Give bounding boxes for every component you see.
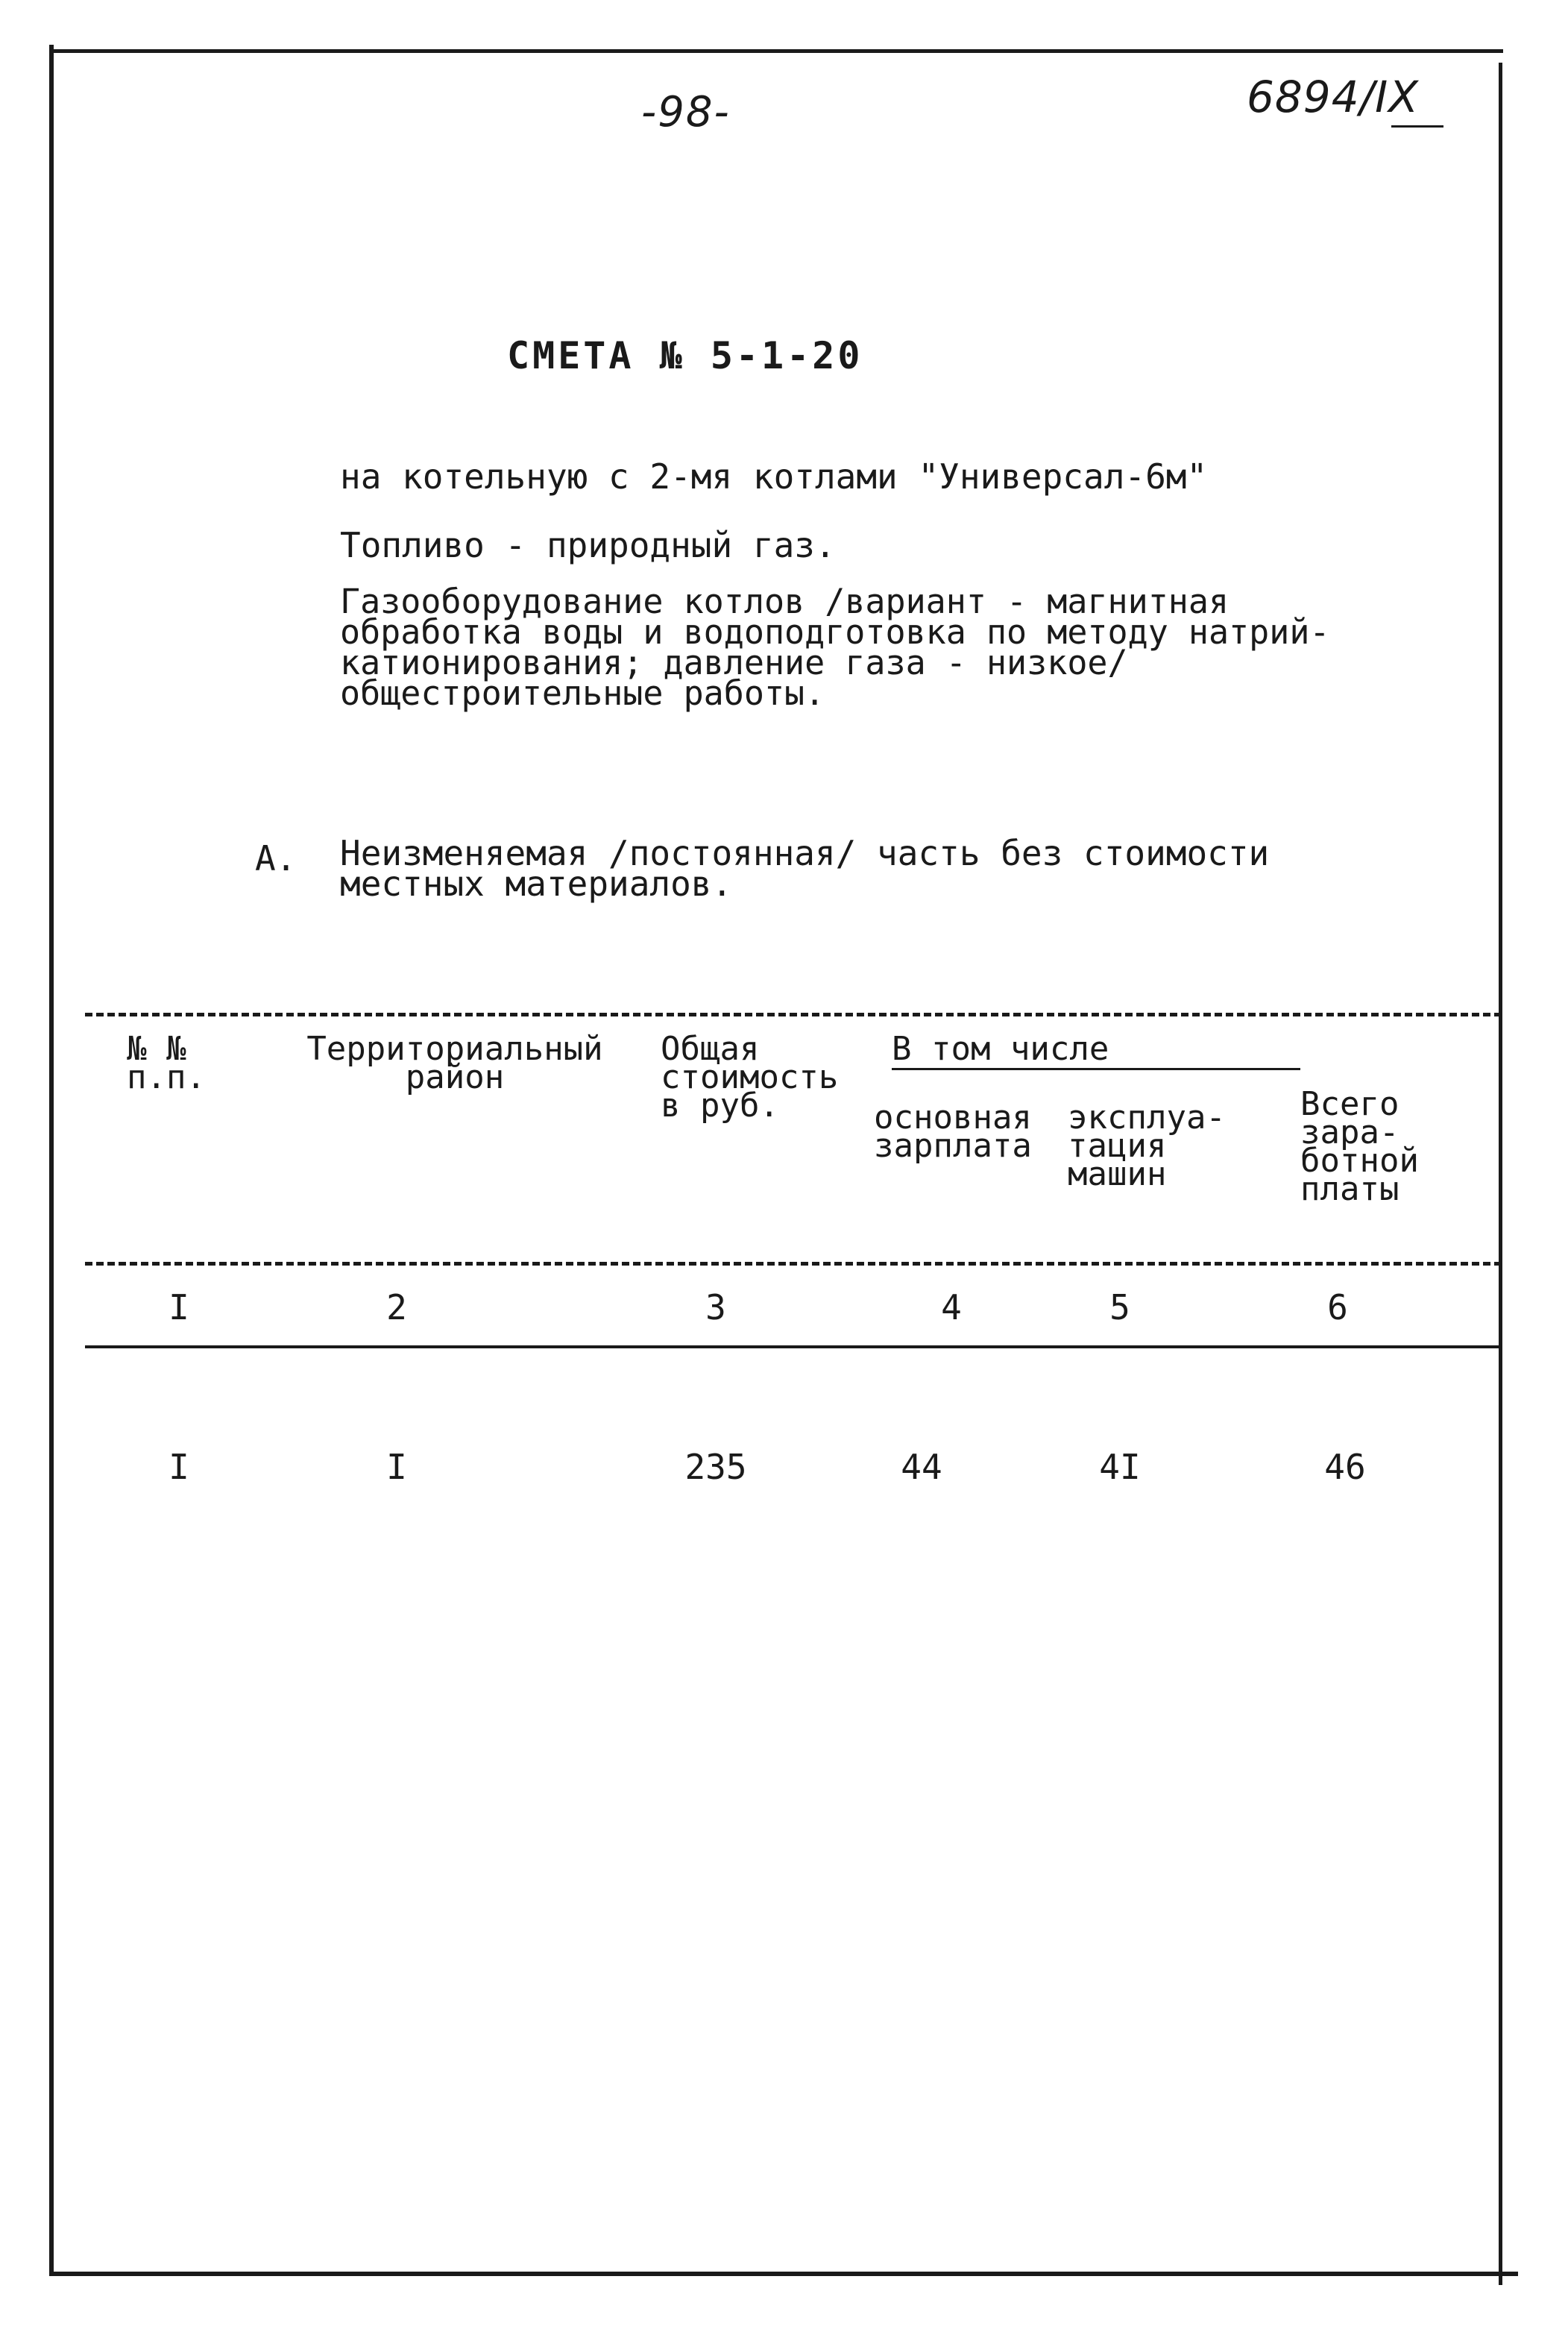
table-top-dashed-rule [85, 1013, 1502, 1016]
header-including: В том числе [892, 1030, 1109, 1068]
section-text: Неизменяемая /постоянная/ часть без стоимости местных материалов. [340, 833, 1270, 904]
cell-region: I [386, 1447, 407, 1487]
cell-total-cost: 235 [684, 1447, 747, 1487]
frame-top-border [49, 49, 1503, 53]
frame-left-border [49, 45, 54, 2275]
header-num: № № п.п. [127, 1030, 206, 1096]
header-total-cost: Общая стоимость в руб. [661, 1030, 839, 1125]
description-line-1: на котельную с 2-мя котлами "Универсал-6м" [340, 456, 1208, 497]
column-number-5: 5 [1109, 1287, 1130, 1327]
column-number-3: 3 [705, 1287, 726, 1327]
header-bottom-dashed-rule [85, 1262, 1502, 1266]
header-machine-operation: эксплуа-тация машин [1068, 1099, 1226, 1193]
page-number: -98- [641, 88, 731, 136]
header-total-wages: Всего зара-ботной платы [1300, 1085, 1419, 1208]
frame-bottom-border [49, 2272, 1518, 2276]
archive-number: 6894/IX [1247, 72, 1419, 122]
archive-number-underline [1391, 125, 1443, 128]
cell-machine-operation: 4I [1099, 1447, 1141, 1487]
column-number-4: 4 [941, 1287, 962, 1327]
column-number-1: I [169, 1287, 189, 1327]
cell-total-wages: 46 [1324, 1447, 1366, 1487]
cell-base-salary: 44 [901, 1447, 942, 1487]
header-including-underline [892, 1068, 1300, 1070]
header-base-salary: основная зарплата [874, 1099, 1032, 1165]
description-line-2: Топливо - природный газ. [340, 525, 836, 565]
column-numbers-bottom-rule [85, 1345, 1502, 1348]
column-number-6: 6 [1327, 1287, 1348, 1327]
header-region: Территориальный район [306, 1030, 603, 1096]
cell-num: I [169, 1447, 189, 1487]
frame-right-border [1499, 63, 1502, 2285]
document-title: СМЕТА № 5-1-20 [507, 334, 863, 377]
description-paragraph: Газооборудование котлов /вариант - магнитная обработка воды и водоподготовка по методу натрий-катионирования; давление газа - низкое/ общестроительные работы. [340, 582, 1330, 713]
section-letter: А. [255, 838, 297, 879]
column-number-2: 2 [386, 1287, 407, 1327]
